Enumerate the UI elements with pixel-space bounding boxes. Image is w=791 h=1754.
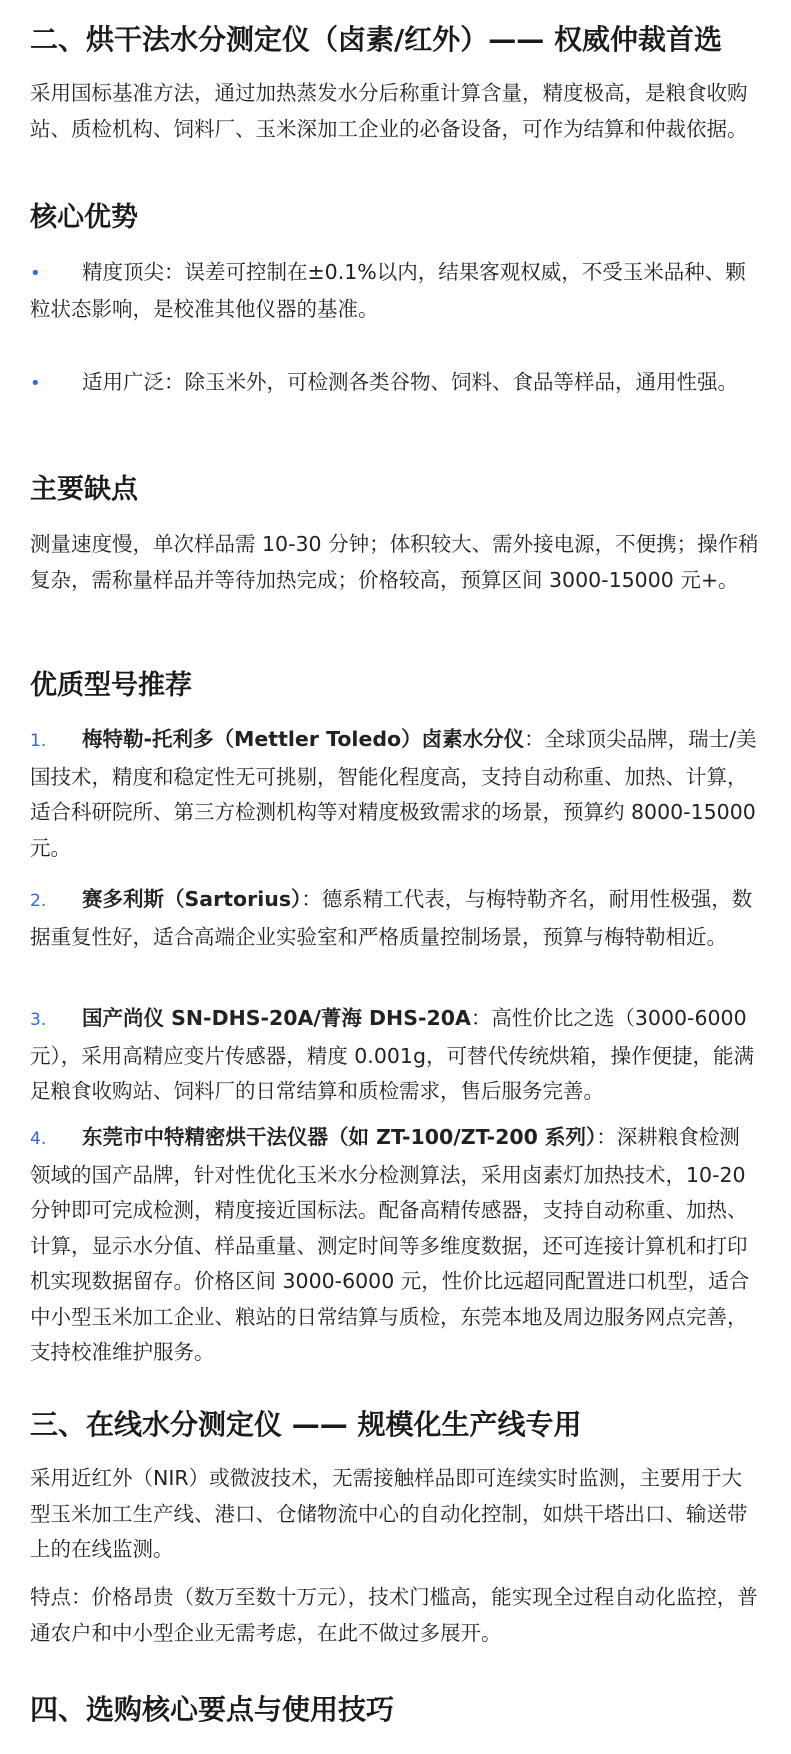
model-item [30,722,760,866]
model-description: ：德系精工代表，与梅特勒齐名，耐用性极强，数据重复性好，适合高端企业实验室和严格质量控制场景，预算与梅特勒相近。 [30,887,753,949]
model-name: 东莞市中特精密烘干法仪器（如 ZT-100/ZT-200 系列） [82,1125,597,1149]
model-item [30,1120,760,1371]
advantage-item [30,255,760,327]
disadvantages-text: 测量速度慢，单次样品需 10-30 分钟；体积较大、需外接电源，不便携；操作稍复杂，需称量样品并等待加热完成；价格较高，预算区间 3000-15000 元+。 [30,532,759,592]
bullet-icon: • [30,263,41,284]
model-description: ：高性价比之选（3000-6000 元），采用高精应变片传感器，精度 0.001g，可替代传统烘箱，操作便捷，能满足粮食收购站、饲料厂的日常结算和质检需求，售后服务完善。 [30,1006,754,1103]
model-name: 赛多利斯（Sartorius） [82,887,302,911]
list-number: 4. [30,1129,47,1149]
list-number: 1. [30,731,47,751]
section-2-intro: 采用国标基准方法，通过加热蒸发水分后称重计算含量，精度极高，是粮食收购站、质检机构、饲料厂、玉米深加工企业的必备设备，可作为结算和仲裁依据。 [30,81,748,141]
list-number: 3. [30,1010,47,1030]
section-2-heading: 二、烘干法水分测定仪（卤素/红外）—— 权威仲裁首选 [30,23,722,56]
recommended-models-heading: 优质型号推荐 [30,670,192,701]
section-3-paragraph: 采用近红外（NIR）或微波技术，无需接触样品即可连续实时监测，主要用于大型玉米加工生产线、港口、仓储物流中心的自动化控制，如烘干塔出口、输送带上的在线监测。 [30,1466,748,1561]
model-item [30,1001,760,1110]
list-number: 2. [30,891,47,911]
disadvantages-heading: 主要缺点 [30,474,138,505]
model-name: 梅特勒-托利多（Mettler Toledo）卤素水分仪 [82,727,525,751]
model-description: ：深耕粮食检测领域的国产品牌，针对性优化玉米水分检测算法，采用卤素灯加热技术，10-20 分钟即可完成检测，精度接近国标法。配备高精传感器，支持自动称重、加热、计算，显示水分值、样品重量、测定时间等多维度数据，还可连接计算机和打印机实现数据留存。价格区间 3000-6000 元，性价比远超同配置进口机型，适合中小型玉米加工企业、粮站的日常结算与质检，东莞本地及周边服务网点完善，支持校准维护服务。 [30,1125,750,1364]
bullet-icon: • [30,373,41,394]
model-name: 国产尚仪 SN-DHS-20A/菁海 DHS-20A [82,1006,471,1030]
section-3-heading: 三、在线水分测定仪 —— 规模化生产线专用 [30,1408,582,1441]
advantage-text: 适用广泛：除玉米外，可检测各类谷物、饲料、食品等样品，通用性强。 [82,370,738,394]
advantage-text: 精度顶尖：误差可控制在±0.1%以内，结果客观权威，不受玉米品种、颗粒状态影响，是校准其他仪器的基准。 [30,260,746,321]
section-3-features: 特点：价格昂贵（数万至数十万元），技术门槛高，能实现全过程自动化监控，普通农户和中小型企业无需考虑，在此不做过多展开。 [30,1585,758,1645]
model-description: ：全球顶尖品牌，瑞士/美国技术，精度和稳定性无可挑剔，智能化程度高，支持自动称重、加热、计算，适合科研院所、第三方检测机构等对精度极致需求的场景，预算约 8000-15000 元。 [30,727,757,860]
advantage-item [30,365,760,402]
model-item [30,882,760,955]
advantages-heading: 核心优势 [30,202,138,233]
section-4-heading: 四、选购核心要点与使用技巧 [30,1693,395,1726]
